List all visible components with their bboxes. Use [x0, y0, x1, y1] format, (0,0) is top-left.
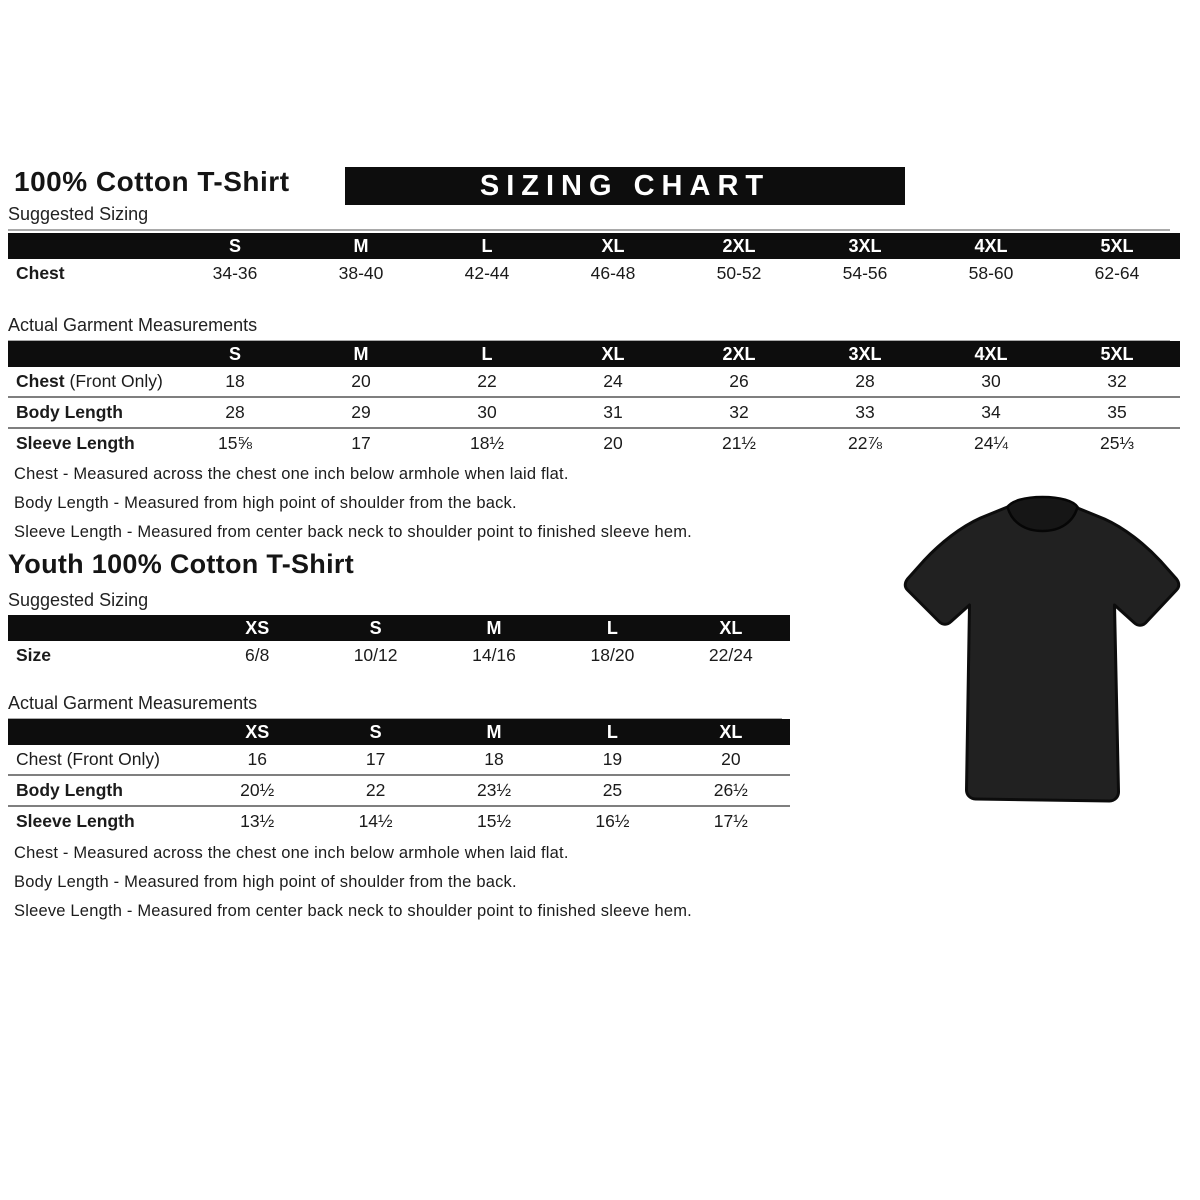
table-cell: 58-60: [968, 263, 1014, 283]
table-cell: 29: [351, 402, 371, 422]
table-cell: 20½: [240, 780, 275, 800]
table-cell: 26½: [713, 780, 748, 800]
table-cell: 24: [603, 371, 623, 391]
column-header-xs: XS: [245, 617, 270, 638]
sizing-chart-banner: [345, 167, 905, 205]
note-body-length: Body Length - Measured from high point of shoulder from the back.: [14, 873, 517, 891]
table-cell: 20: [351, 371, 371, 391]
column-header-5xl: 5XL: [1100, 235, 1134, 256]
table-cell: 20: [603, 433, 623, 453]
table-row-body-length: [8, 396, 1180, 427]
sizing-chart-banner-label: SIZING CHART: [479, 169, 771, 202]
youth-actual-header-row: [8, 719, 790, 745]
note-sleeve-length: Sleeve Length - Measured from center back neck to shoulder point to finished sleeve hem.: [14, 902, 692, 920]
row-label: Size: [16, 645, 52, 665]
column-header-s: S: [228, 235, 241, 256]
table-cell: 30: [477, 402, 497, 422]
column-header-xs: XS: [245, 721, 270, 742]
table-cell: 22/24: [708, 645, 753, 665]
row-label: Sleeve Length: [16, 433, 135, 453]
row-label: Chest: [16, 263, 65, 283]
row-label: Chest (Front Only): [16, 749, 160, 769]
column-header-s: S: [369, 721, 382, 742]
table-cell: 18/20: [590, 645, 635, 665]
youth-suggested-sizing-table: [8, 615, 790, 670]
table-cell: 50-52: [716, 263, 762, 283]
column-header-m: M: [353, 235, 369, 256]
table-cell: 25⅓: [1099, 433, 1135, 453]
table-cell: 26: [729, 371, 749, 391]
table-cell: 35: [1107, 402, 1127, 422]
table-cell: 28: [855, 371, 875, 391]
table-cell: 15½: [476, 811, 512, 831]
table-cell: 22: [365, 780, 386, 800]
note-chest: Chest - Measured across the chest one inch below armhole when laid flat.: [14, 465, 569, 483]
table-cell: 13½: [240, 811, 275, 831]
column-header-4xl: 4XL: [974, 343, 1008, 364]
table-row-body-length: [8, 774, 790, 805]
column-header-l: L: [481, 235, 493, 256]
table-row-sleeve-length: [8, 427, 1180, 458]
table-cell: 34-36: [212, 263, 258, 283]
table-cell: 17½: [713, 811, 748, 831]
table-cell: 16: [247, 749, 267, 769]
column-header-m: M: [486, 617, 502, 638]
column-header-l: L: [606, 721, 618, 742]
tshirt-image: [890, 482, 1195, 812]
column-header-s: S: [369, 617, 382, 638]
table-cell: 14/16: [472, 645, 516, 665]
column-header-3xl: 3XL: [848, 235, 882, 256]
table-cell: 18½: [469, 433, 505, 453]
table-cell: 15⅝: [217, 433, 253, 453]
table-cell: 32: [729, 402, 749, 422]
table-cell: 21½: [721, 433, 757, 453]
table-cell: 16½: [595, 811, 630, 831]
adult-suggested-header-row: [8, 233, 1180, 259]
table-cell: 18: [225, 371, 245, 391]
youth-suggested-sizing-label: Suggested Sizing: [8, 590, 782, 617]
table-cell: 6/8: [245, 645, 270, 665]
table-cell: 17: [351, 433, 371, 453]
table-cell: 17: [365, 749, 386, 769]
youth-measurement-notes: [14, 839, 692, 926]
note-sleeve-length: Sleeve Length - Measured from center back neck to shoulder point to finished sleeve hem.: [14, 523, 692, 541]
adult-measurement-notes: [14, 460, 692, 547]
adult-actual-measurements-table: [8, 341, 1180, 458]
column-header-2xl: 2XL: [722, 343, 756, 364]
table-cell: 14½: [358, 811, 393, 831]
column-header-l: L: [606, 617, 618, 638]
table-cell: 22: [477, 371, 497, 391]
tshirt-body-shape: [905, 498, 1179, 801]
table-cell: 33: [855, 402, 875, 422]
page-title: 100% Cotton T-Shirt: [14, 166, 290, 197]
table-row-chest: [8, 259, 1180, 288]
column-header-3xl: 3XL: [848, 343, 882, 364]
table-cell: 28: [225, 402, 245, 422]
youth-actual-measurements-table: [8, 719, 790, 836]
table-cell: 10/12: [353, 645, 398, 665]
adult-suggested-sizing-table: [8, 233, 1180, 288]
column-header-l: L: [481, 343, 493, 364]
column-header-xl: XL: [601, 235, 625, 256]
row-label: Body Length: [16, 402, 123, 422]
adult-suggested-sizing-label: Suggested Sizing: [8, 204, 1170, 231]
table-cell: 20: [721, 749, 741, 769]
adult-actual-measurements-label: Actual Garment Measurements: [8, 315, 1170, 342]
column-header-xl: XL: [601, 343, 625, 364]
table-row-chest: [8, 367, 1180, 396]
column-header-m: M: [353, 343, 369, 364]
table-cell: 62-64: [1094, 263, 1140, 283]
youth-suggested-header-row: [8, 615, 790, 641]
column-header-4xl: 4XL: [974, 235, 1008, 256]
table-row-size: [8, 641, 790, 670]
table-cell: 42-44: [464, 263, 510, 283]
table-cell: 19: [602, 749, 623, 769]
note-body-length: Body Length - Measured from high point of shoulder from the back.: [14, 494, 517, 512]
column-header-5xl: 5XL: [1100, 343, 1134, 364]
table-cell: 23½: [476, 780, 512, 800]
table-cell: 38-40: [338, 263, 384, 283]
note-chest: Chest - Measured across the chest one inch below armhole when laid flat.: [14, 844, 569, 862]
column-header-2xl: 2XL: [722, 235, 756, 256]
column-header-xl: XL: [719, 721, 743, 742]
table-cell: 22⅞: [847, 433, 883, 453]
table-cell: 25: [602, 780, 623, 800]
table-cell: 34: [981, 402, 1001, 422]
youth-section-title: Youth 100% Cotton T-Shirt: [8, 549, 354, 579]
table-cell: 54-56: [842, 263, 888, 283]
table-cell: 32: [1107, 371, 1127, 391]
column-header-m: M: [486, 721, 502, 742]
row-label: Body Length: [16, 780, 123, 800]
table-cell: 24¼: [973, 433, 1009, 453]
row-label: Chest (Front Only): [16, 371, 163, 391]
table-cell: 18: [484, 749, 504, 769]
column-header-s: S: [228, 343, 241, 364]
row-label: Sleeve Length: [16, 811, 135, 831]
youth-actual-measurements-label: Actual Garment Measurements: [8, 693, 782, 720]
adult-actual-header-row: [8, 341, 1180, 367]
column-header-xl: XL: [719, 617, 743, 638]
table-cell: 31: [603, 402, 623, 422]
table-cell: 30: [981, 371, 1001, 391]
table-cell: 46-48: [590, 263, 636, 283]
table-row-sleeve-length: [8, 805, 790, 836]
table-row-chest: [8, 745, 790, 774]
